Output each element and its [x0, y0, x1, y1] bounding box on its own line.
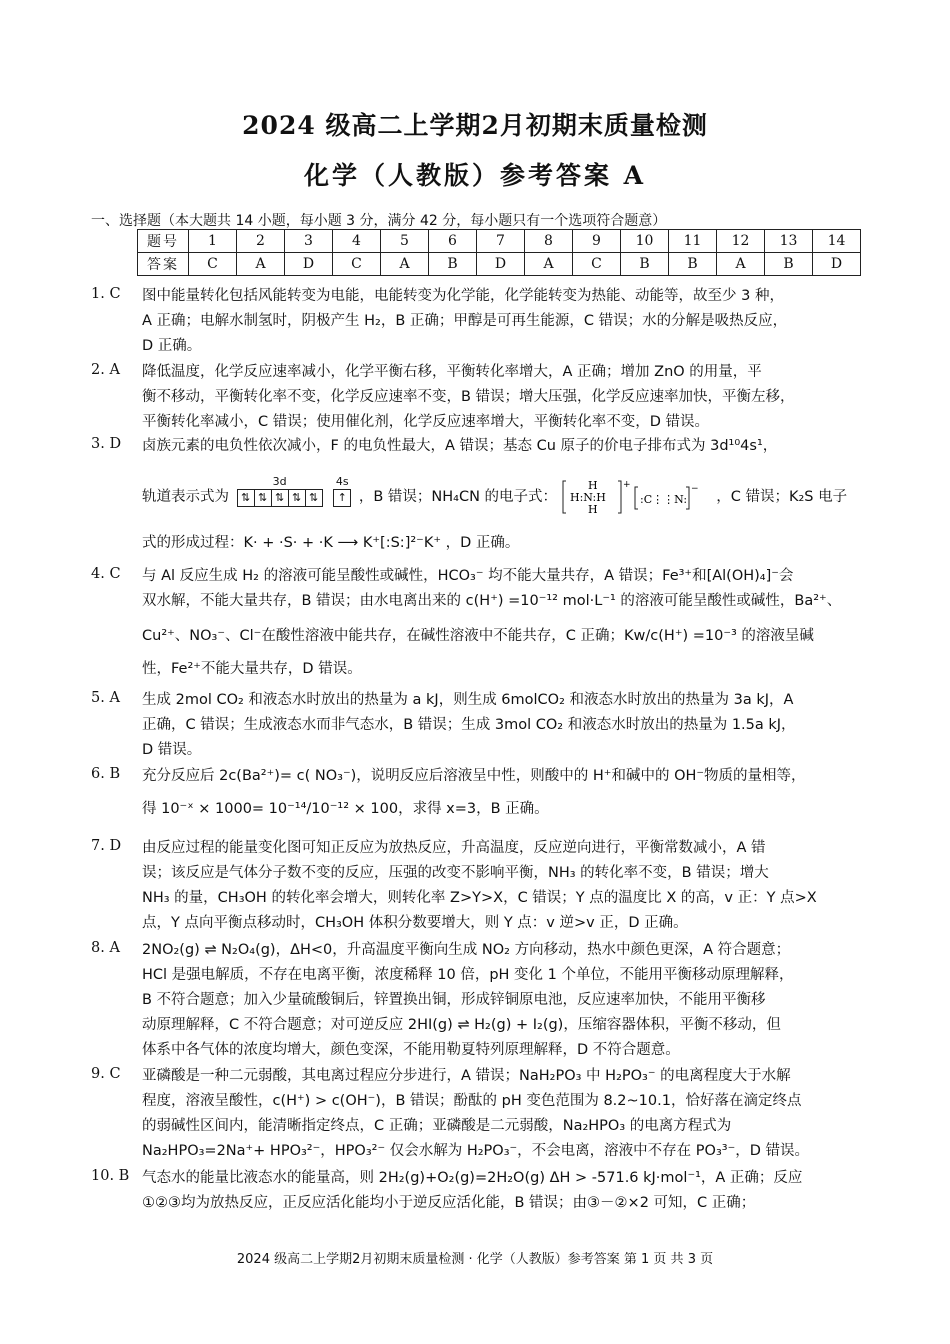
- text-line: 动原理解释，C 不符合题意；对可逆反应 2HI(g) ⇌ H₂(g) + I₂(g)，压缩容器体积，平衡不移动，但: [142, 1017, 781, 1033]
- table-cell: D: [813, 253, 861, 276]
- text-line: 体系中各气体的浓度均增大，颜色变深，不能用勒夏特列原理解释，D 不符合题意。: [142, 1042, 680, 1058]
- text-line: 得 10⁻ˣ × 1000= 10⁻¹⁴/10⁻¹² × 100，求得 x=3，B 正确。: [142, 801, 549, 817]
- question-number: 4. C: [91, 566, 121, 582]
- answer-table-row-answers: [138, 253, 861, 276]
- text-line: A 正确；电解水制氢时，阴极产生 H₂，B 正确；甲醇是可再生能源，C 错误；水的分解是吸热反应，: [142, 313, 788, 329]
- table-cell: A: [525, 253, 573, 276]
- table-cell: 8: [525, 230, 573, 253]
- svg-text:H:N:H: H:N:H: [569, 491, 606, 504]
- text-line: 充分反应后 2c(Ba²⁺)= c( NO₃⁻)，说明反应后溶液呈中性，则酸中的 H⁺和碱中的 OH⁻物质的量相等，: [142, 768, 806, 784]
- table-cell: A: [717, 253, 765, 276]
- table-cell: 题号: [138, 230, 189, 253]
- text-line: Na₂HPO₃=2Na⁺+ HPO₃²⁻，HPO₃²⁻ 仅会水解为 H₂PO₃⁻，不会电离，溶液中不存在 PO₃³⁻，D 错误。: [142, 1143, 809, 1159]
- table-cell: 9: [573, 230, 621, 253]
- text-line: D 正确。: [142, 338, 202, 354]
- text-line: 性，Fe²⁺不能大量共存，D 错误。: [142, 661, 362, 677]
- question-explanation: [142, 284, 864, 359]
- section-heading: 一、选择题（本大题共 14 小题，每小题 3 分，满分 42 分，每小题只有一个选项符合题意）: [91, 213, 667, 229]
- question-number: 5. A: [91, 690, 120, 706]
- question-explanation: [142, 1064, 864, 1164]
- question-explanation: [142, 564, 864, 682]
- text-line: 亚磷酸是一种二元弱酸，其电离过程应分步进行，A 错误；NaH₂PO₃ 中 H₂PO₃⁻ 的电离程度大于水解: [142, 1068, 791, 1084]
- text-line: 衡不移动，平衡转化率不变，化学反应速率不变，B 错误；增大压强，化学反应速率加快，平衡左移，: [142, 389, 795, 405]
- table-cell: B: [429, 253, 477, 276]
- question-number: 10. B: [91, 1168, 130, 1184]
- text-line: 式的形成过程：K· + ·S· + ·K ⟶ K⁺[:S:]²⁻K⁺ ，D 正确。: [142, 535, 520, 551]
- table-cell: 13: [765, 230, 813, 253]
- svg-text::C⋮⋮N:: :C⋮⋮N:: [639, 493, 687, 506]
- table-cell: D: [477, 253, 525, 276]
- question-number: 7. D: [91, 838, 122, 854]
- electron-formula-nh4cn: [562, 477, 712, 517]
- table-cell: C: [333, 253, 381, 276]
- text-line: 的弱碱性区间内，能清晰指定终点，C 正确；亚磷酸是二元弱酸，Na₂HPO₃ 的电离方程式为: [142, 1118, 732, 1134]
- svg-text:H: H: [587, 479, 598, 492]
- question-explanation: [142, 836, 864, 936]
- svg-text:+: +: [622, 480, 631, 490]
- text-line: 图中能量转化包括风能转变为电能，电能转变为化学能，化学能转变为热能、动能等，故至少 3 种，: [142, 288, 784, 304]
- question-explanation: [142, 938, 864, 1063]
- table-cell: 14: [813, 230, 861, 253]
- question-explanation: [142, 764, 864, 822]
- orbital-3d: 3d ⇅ ⇅ ⇅ ⇅ ⇅: [237, 482, 323, 512]
- table-cell: A: [381, 253, 429, 276]
- question-number: 6. B: [91, 766, 121, 782]
- table-cell: B: [621, 253, 669, 276]
- text-line: 生成 2mol CO₂ 和液态水时放出的热量为 a kJ，则生成 6molCO₂ 和液态水时放出的热量为 3a kJ，A: [142, 692, 794, 708]
- svg-text:−: −: [690, 484, 699, 494]
- table-cell: 1: [189, 230, 237, 253]
- text-line: D 错误。: [142, 742, 202, 758]
- text-line: ①②③均为放热反应，正反应活化能均小于逆反应活化能，B 错误；由③－②×2 可知，C 正确；: [142, 1195, 756, 1211]
- orbital-label: 3d: [272, 475, 287, 488]
- text-line: 程度，溶液呈酸性，c(H⁺) > c(OH⁻)，B 错误；酚酞的 pH 变色范围为 8.2~10.1，恰好落在滴定终点: [142, 1093, 802, 1109]
- text-line: HCl 是强电解质，不存在电离平衡，浓度稀释 10 倍，pH 变化 1 个单位，不能用平衡移动原理解释，: [142, 967, 794, 983]
- text-line: B 不符合题意；加入少量硫酸铜后，锌置换出铜，形成锌铜原电池，反应速率加快，不能用平衡移: [142, 992, 766, 1008]
- table-cell: B: [669, 253, 717, 276]
- text-line: 平衡转化率减小，C 错误；使用催化剂，化学反应速率增大，平衡转化率不变，D 错误。: [142, 414, 710, 430]
- table-cell: 7: [477, 230, 525, 253]
- table-cell: 答案: [138, 253, 189, 276]
- text-line: 2NO₂(g) ⇌ N₂O₄(g)，ΔH<0，升高温度平衡向生成 NO₂ 方向移动，热水中颜色更深，A 符合题意；: [142, 942, 791, 958]
- table-cell: C: [189, 253, 237, 276]
- text-fragment: 轨道表示式为: [142, 489, 229, 505]
- question-number: 8. A: [91, 940, 120, 956]
- text-line: Cu²⁺、NO₃⁻、Cl⁻在酸性溶液中能共存，在碱性溶液中不能共存，C 正确；Kw/c(H⁺) =10⁻³ 的溶液呈碱: [142, 628, 814, 644]
- answer-table: [137, 229, 861, 276]
- question-explanation: [142, 360, 864, 435]
- text-fragment: ，C 错误；K₂S 电子: [716, 489, 848, 505]
- page-subtitle: 化学（人教版）参考答案 A: [303, 161, 647, 190]
- table-cell: 2: [237, 230, 285, 253]
- question-number: 1. C: [91, 286, 121, 302]
- text-line: 与 Al 反应生成 H₂ 的溶液可能呈酸性或碱性，HCO₃⁻ 均不能大量共存，A 错误；Fe³⁺和[Al(OH)₄]⁻会: [142, 568, 794, 584]
- page-footer: 2024 级高二上学期2月初期末质量检测 · 化学（人教版）参考答案 第 1 页 共 3 页: [236, 1252, 714, 1267]
- table-cell: 4: [333, 230, 381, 253]
- orbital-4s: 4s ↑: [333, 482, 351, 512]
- table-cell: C: [573, 253, 621, 276]
- text-line: 气态水的能量比液态水的能量高，则 2H₂(g)+O₂(g)=2H₂O(g) ΔH > -571.6 kJ·mol⁻¹，A 正确；反应: [142, 1170, 803, 1186]
- question-explanation: [142, 1166, 864, 1216]
- text-line: 卤族元素的电负性依次减小，F 的电负性最大，A 错误；基态 Cu 原子的价电子排布式为 3d¹⁰4s¹，: [142, 438, 778, 454]
- text-line: 降低温度，化学反应速率减小，化学平衡右移，平衡转化率增大，A 正确；增加 ZnO 的用量，平: [142, 364, 762, 380]
- text-line: 误；该反应是气体分子数不变的反应，压强的改变不影响平衡，NH₃ 的转化率不变，B 错误；增大: [142, 865, 769, 881]
- table-cell: 5: [381, 230, 429, 253]
- text-line: 点，Y 点向平衡点移动时，CH₃OH 体积分数要增大，则 Y 点：v 逆>v 正，D 正确。: [142, 915, 688, 931]
- table-cell: 11: [669, 230, 717, 253]
- page-title: 2024 级高二上学期2月初期末质量检测: [242, 111, 708, 140]
- text-line: [142, 477, 864, 517]
- question-number: 9. C: [91, 1066, 121, 1082]
- question-explanation: [142, 434, 864, 556]
- text-fragment: ，B 错误；NH₄CN 的电子式：: [358, 489, 558, 505]
- table-cell: D: [285, 253, 333, 276]
- question-number: 3. D: [91, 436, 122, 452]
- answer-table-row-numbers: [138, 230, 861, 253]
- text-line: 由反应过程的能量变化图可知正反应为放热反应，升高温度，反应逆向进行，平衡常数减小，A 错: [142, 840, 766, 856]
- text-line: NH₃ 的量，CH₃OH 的转化率会增大，则转化率 Z>Y>X，C 错误；Y 点的温度比 X 的高，v 正：Y 点>X: [142, 890, 817, 906]
- table-cell: B: [765, 253, 813, 276]
- question-number: 2. A: [91, 362, 120, 378]
- table-cell: 6: [429, 230, 477, 253]
- svg-text:H: H: [587, 503, 598, 516]
- table-cell: 12: [717, 230, 765, 253]
- table-cell: 3: [285, 230, 333, 253]
- text-line: 正确，C 错误；生成液态水而非气态水，B 错误；生成 3mol CO₂ 和液态水时放出的热量为 1.5a kJ，: [142, 717, 796, 733]
- text-line: 双水解，不能大量共存，B 错误；由水电离出来的 c(H⁺) =10⁻¹² mol·L⁻¹ 的溶液可能呈酸性或碱性，Ba²⁺、: [142, 593, 842, 609]
- orbital-label: 4s: [335, 475, 349, 488]
- table-cell: A: [237, 253, 285, 276]
- question-explanation: [142, 688, 864, 763]
- table-cell: 10: [621, 230, 669, 253]
